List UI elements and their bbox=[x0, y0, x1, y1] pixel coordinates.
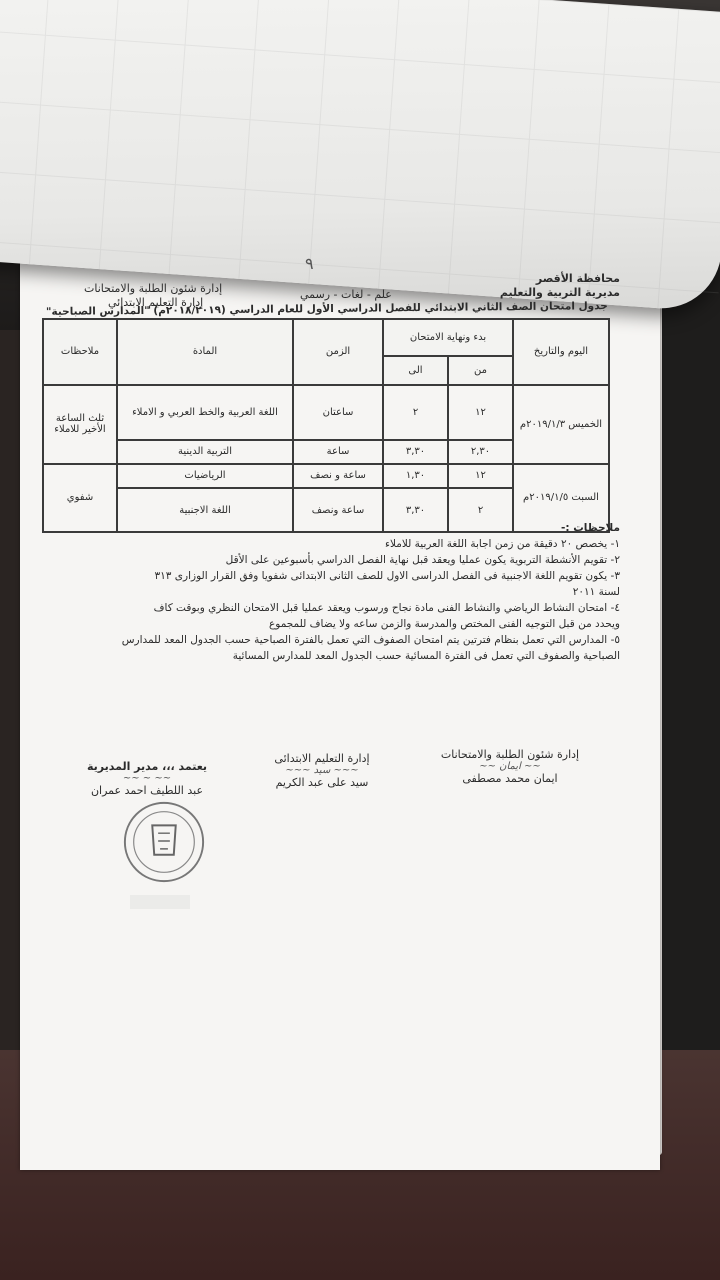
smudge-mark bbox=[130, 895, 190, 909]
header-from: من bbox=[448, 356, 513, 385]
signature-title: إدارة التعليم الابتدائى bbox=[274, 752, 370, 765]
note-item: ١- يخصص ٢٠ دقيقة من زمن اجابة اللغة العربية للاملاء bbox=[385, 538, 620, 550]
table-cell-from: ٢ bbox=[448, 488, 513, 532]
note-item: ٤- امتحان النشاط الرياضي والنشاط الفنى مادة نجاح ورسوب ويعقد عمليا قبل الامتحان النظري وبوقت كاف bbox=[153, 602, 620, 614]
header-exam-period: بدء ونهاية الامتحان bbox=[383, 319, 513, 356]
table-cell-day: السبت ٢٠١٩/١/٥م bbox=[513, 464, 609, 532]
exam-table bbox=[42, 318, 610, 533]
table-cell-to: ٢ bbox=[383, 385, 448, 440]
note-item: ويحدد من قبل التوجيه الفنى المختص والمدرسة والزمن ساعه ولا يضاف للمجموع bbox=[269, 618, 620, 630]
header-to: الى bbox=[383, 356, 448, 385]
school-type-label: علم - لغات - رسمي bbox=[300, 288, 392, 301]
table-cell-subject: اللغة الاجنبية bbox=[117, 488, 293, 532]
header-subject: المادة bbox=[117, 319, 293, 385]
table-cell-time: ساعة و نصف bbox=[293, 464, 383, 488]
page-number: ٩ bbox=[305, 254, 314, 273]
table-cell-to: ٣,٣٠ bbox=[383, 488, 448, 532]
folded-page-over bbox=[0, 0, 720, 312]
signature-scribble-icon: ~~ ~ ~~ bbox=[122, 773, 172, 784]
table-cell-notes: ثلث الساعة الأخير للاملاء bbox=[43, 385, 117, 464]
table-cell-subject: التربية الدينية bbox=[117, 440, 293, 464]
primary-education-label: إدارة التعليم الابتدائي bbox=[108, 296, 204, 309]
note-item: ٣- يكون تقويم اللغة الاجنبية فى الفصل الدراسى الاول للصف الثانى الابتدائى شفويا وفق القرار الوزارى ٣١٣ bbox=[154, 570, 620, 582]
table-cell-time: ساعتان bbox=[293, 385, 383, 440]
document-title: جدول امتحان الصف الثاني الابتدائي للفصل الدراسي الأول للعام الدراسي (٢٠١٨/٢٠١٩م) "المدارس الصباحية" bbox=[46, 300, 609, 318]
signature-scribble-icon: ~~ ايمان ~~ bbox=[479, 761, 541, 772]
signature-name: سيد على عبد الكريم bbox=[275, 776, 369, 789]
header-time: الزمن bbox=[293, 319, 383, 385]
table-cell-from: ١٢ bbox=[448, 385, 513, 440]
table-cell-from: ٢,٣٠ bbox=[448, 440, 513, 464]
signature-scribble-icon: ~~~ سيد ~~~ bbox=[285, 765, 359, 776]
table-cell-day: الخميس ٢٠١٩/١/٣م bbox=[513, 385, 609, 464]
signature-director bbox=[62, 760, 232, 797]
signature-title: إدارة شئون الطلبة والامتحانات bbox=[440, 748, 580, 761]
signature-primary-education bbox=[252, 752, 392, 789]
table-cell-time: ساعة bbox=[293, 440, 383, 464]
note-item: ٥- المدارس التي تعمل بنظام فترتين يتم امتحان الصفوف التي تعمل بالفترة الصباحية حسب الجدول المعد للمدارس bbox=[121, 634, 620, 646]
notes-section bbox=[35, 520, 620, 664]
table-cell-from: ١٢ bbox=[448, 464, 513, 488]
table-cell-notes: شفوي bbox=[43, 464, 117, 532]
table-cell-to: ٣,٣٠ bbox=[383, 440, 448, 464]
header-day: اليوم والتاريخ bbox=[513, 319, 609, 385]
governorate-label: محافظة الأقصر bbox=[535, 272, 620, 285]
directorate-label: مديرية التربية والتعليم bbox=[499, 286, 620, 299]
signature-title: يعتمد ،،، مدير المديرية bbox=[86, 760, 208, 773]
official-stamp-icon bbox=[115, 798, 213, 886]
student-affairs-label: إدارة شئون الطلبة والامتحانات bbox=[84, 282, 223, 295]
signature-student-affairs bbox=[410, 748, 610, 785]
table-cell-time: ساعة ونصف bbox=[293, 488, 383, 532]
signature-name: عبد اللطيف احمد عمران bbox=[90, 784, 204, 797]
note-item: ٢- تقويم الأنشطة التربوية يكون عمليا ويعقد قبل نهاية الفصل الدراسي بأسبوعين على الأقل bbox=[225, 554, 620, 566]
note-item: الصباحية والصفوف التي تعمل فى الفترة المسائية حسب الجدول المعد للمدارس المسائية bbox=[232, 650, 620, 662]
header-notes: ملاحظات bbox=[43, 319, 117, 385]
table-cell-subject: الرياضيات bbox=[117, 464, 293, 488]
table-cell-to: ١,٣٠ bbox=[383, 464, 448, 488]
table-cell-subject: اللغة العربية والخط العربي و الاملاء bbox=[117, 385, 293, 440]
notes-heading: ملاحظات :- bbox=[561, 522, 620, 534]
signature-name: ايمان محمد مصطفى bbox=[462, 772, 558, 785]
note-item: لسنة ٢٠١١ bbox=[572, 586, 620, 598]
